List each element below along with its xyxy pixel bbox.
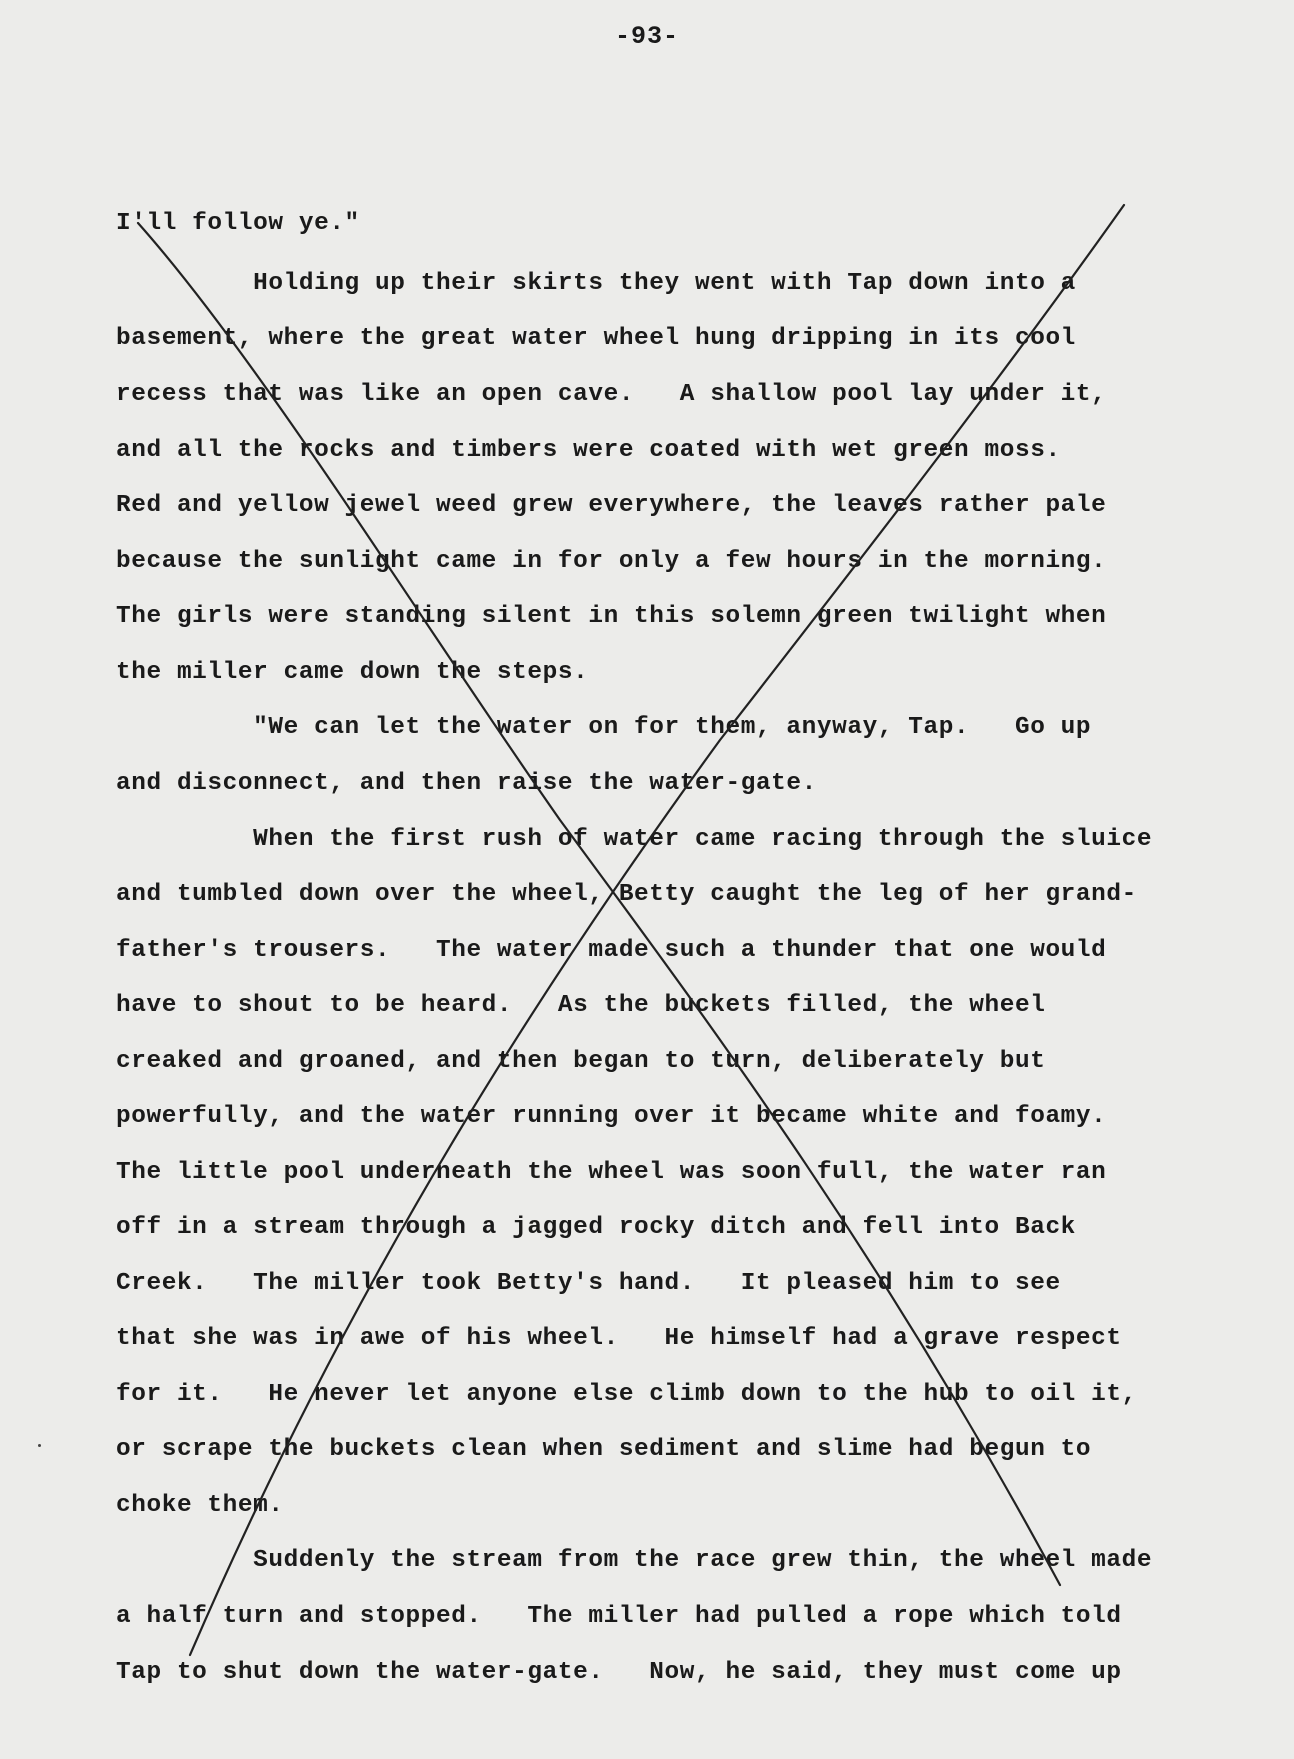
text-line: "We can let the water on for them, anyway, Tap. Go up <box>116 714 1092 741</box>
paper-speck <box>38 1444 41 1447</box>
text-line: choke them. <box>116 1492 284 1519</box>
text-line: father's trousers. The water made such a thunder that one would <box>116 937 1107 964</box>
text-line: because the sunlight came in for only a few hours in the morning. <box>116 548 1107 575</box>
page-number: -93- <box>614 22 679 51</box>
text-line: for it. He never let anyone else climb down to the hub to oil it, <box>116 1381 1137 1408</box>
text-line: recess that was like an open cave. A shallow pool lay under it, <box>116 381 1107 408</box>
text-line: a half turn and stopped. The miller had pulled a rope which told <box>116 1603 1122 1630</box>
text-line: Red and yellow jewel weed grew everywhere, the leaves rather pale <box>116 492 1107 519</box>
text-line: The little pool underneath the wheel was soon full, the water ran <box>116 1159 1107 1186</box>
text-line: When the first rush of water came racing through the sluice <box>116 826 1153 853</box>
text-line: off in a stream through a jagged rocky ditch and fell into Back <box>116 1214 1076 1241</box>
text-line: that she was in awe of his wheel. He himself had a grave respect <box>116 1325 1122 1352</box>
text-line: basement, where the great water wheel hung dripping in its cool <box>116 325 1076 352</box>
text-line: and disconnect, and then raise the water-gate. <box>116 770 817 797</box>
text-line: powerfully, and the water running over it became white and foamy. <box>116 1103 1107 1130</box>
text-line: The girls were standing silent in this solemn green twilight when <box>116 603 1107 630</box>
text-line: Holding up their skirts they went with Tap down into a <box>116 270 1076 297</box>
text-line: Tap to shut down the water-gate. Now, he said, they must come up <box>116 1659 1122 1686</box>
text-line: Suddenly the stream from the race grew thin, the wheel made <box>116 1547 1153 1574</box>
text-line: Creek. The miller took Betty's hand. It pleased him to see <box>116 1270 1061 1297</box>
text-line: and tumbled down over the wheel, Betty caught the leg of her grand- <box>116 881 1137 908</box>
text-line: and all the rocks and timbers were coated with wet green moss. <box>116 437 1061 464</box>
text-line: creaked and groaned, and then began to turn, deliberately but <box>116 1048 1046 1075</box>
text-line: the miller came down the steps. <box>116 659 589 686</box>
text-line: or scrape the buckets clean when sediment and slime had begun to <box>116 1436 1092 1463</box>
text-line: I'll follow ye." <box>116 210 360 237</box>
text-line: have to shout to be heard. As the buckets filled, the wheel <box>116 992 1046 1019</box>
